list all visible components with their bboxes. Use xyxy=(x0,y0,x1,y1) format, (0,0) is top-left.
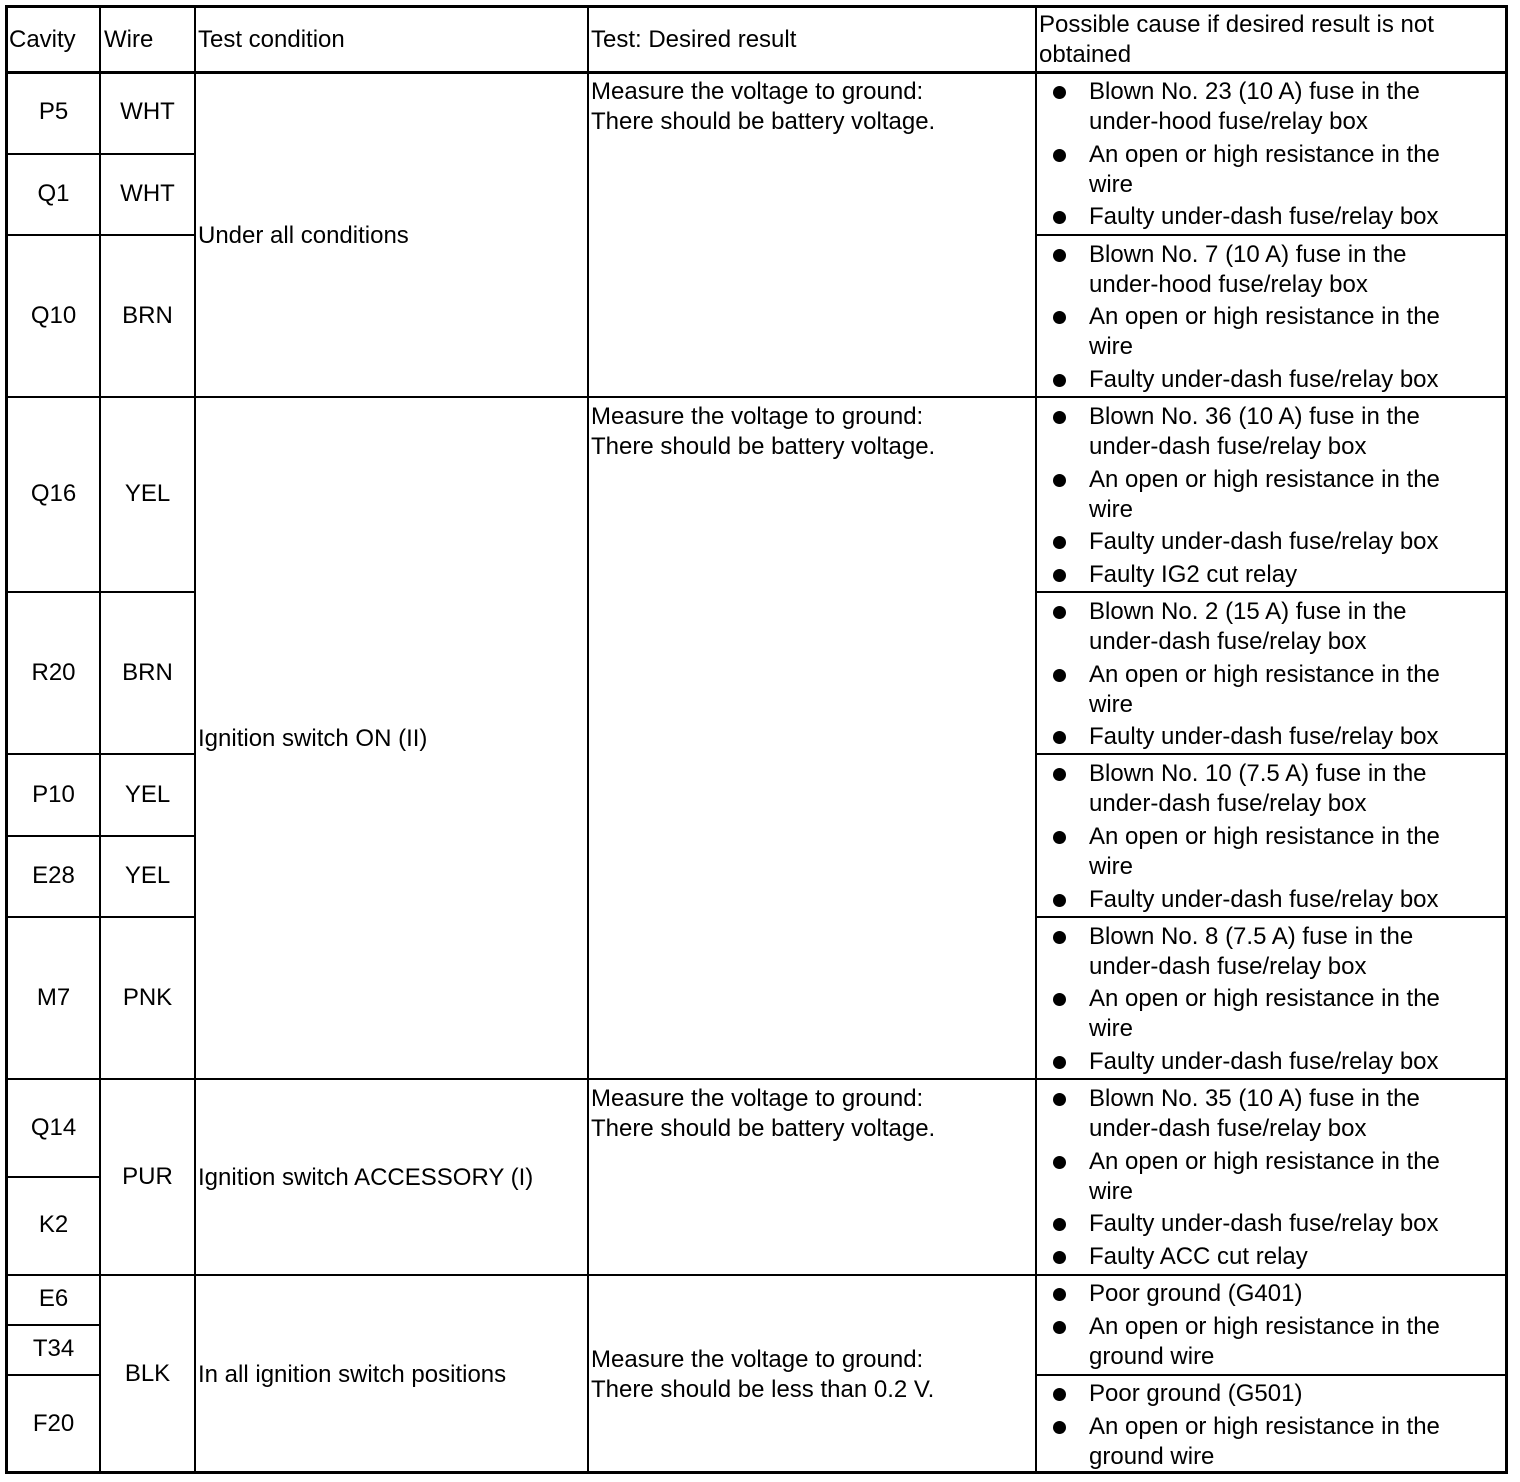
bullet-icon xyxy=(1053,1056,1066,1069)
cause-divider xyxy=(1035,753,1508,755)
cause-divider xyxy=(1035,1374,1508,1376)
cause-bullet: An open or high resistance in the wire xyxy=(1089,660,1440,720)
cause-bullet: Blown No. 23 (10 A) fuse in the under-hood fuse/relay box xyxy=(1089,77,1420,137)
row-divider xyxy=(5,1374,100,1376)
bullet-icon xyxy=(1053,1388,1066,1401)
result-cell: There should be battery voltage. xyxy=(591,1115,936,1142)
cavity-cell: P5 xyxy=(38,98,69,125)
cause-bullet: Faulty under-dash fuse/relay box xyxy=(1089,202,1439,232)
header-divider xyxy=(5,71,1508,74)
wire-cell: BRN xyxy=(122,302,173,329)
cause-bullet: Poor ground (G401) xyxy=(1089,1279,1302,1309)
cause-bullet: Blown No. 35 (10 A) fuse in the under-dash fuse/relay box xyxy=(1089,1084,1420,1144)
bullet-icon xyxy=(1053,569,1066,582)
table-border-top xyxy=(5,5,1508,8)
bullet-icon xyxy=(1053,993,1066,1006)
bullet-icon xyxy=(1053,731,1066,744)
result-cell: Measure the voltage to ground: xyxy=(591,78,924,105)
result-cell: Measure the voltage to ground: xyxy=(591,403,924,430)
wire-cell: WHT xyxy=(120,98,175,125)
cavity-cell: P10 xyxy=(32,781,75,808)
cause-bullet: Blown No. 10 (7.5 A) fuse in the under-dash fuse/relay box xyxy=(1089,759,1427,819)
header-wire: Wire xyxy=(104,26,154,53)
row-divider xyxy=(5,1324,100,1326)
cavity-cell: Q14 xyxy=(30,1114,77,1141)
cavity-cell: R20 xyxy=(31,659,76,686)
col-divider xyxy=(99,5,101,1473)
bullet-icon xyxy=(1053,86,1066,99)
wire-cell: PNK xyxy=(122,984,173,1011)
table-border-right xyxy=(1505,5,1508,1474)
cause-bullet: Poor ground (G501) xyxy=(1089,1379,1302,1409)
group-divider xyxy=(5,396,1508,398)
bullet-icon xyxy=(1053,606,1066,619)
cause-bullet: An open or high resistance in the wire xyxy=(1089,1147,1440,1207)
bullet-icon xyxy=(1053,1218,1066,1231)
cavity-cell: Q10 xyxy=(30,302,77,329)
cause-divider xyxy=(1035,234,1508,236)
cavity-cell: Q1 xyxy=(37,180,70,207)
bullet-icon xyxy=(1053,311,1066,324)
cause-bullet: Faulty under-dash fuse/relay box xyxy=(1089,527,1439,557)
bullet-icon xyxy=(1053,536,1066,549)
cause-bullet: Blown No. 7 (10 A) fuse in the under-hood fuse/relay box xyxy=(1089,240,1407,300)
cause-bullet: Blown No. 2 (15 A) fuse in the under-dash fuse/relay box xyxy=(1089,597,1407,657)
bullet-icon xyxy=(1053,374,1066,387)
row-divider xyxy=(5,153,195,155)
cause-bullet: An open or high resistance in the wire xyxy=(1089,465,1440,525)
group-divider xyxy=(5,1078,1508,1080)
bullet-icon xyxy=(1053,1421,1066,1434)
row-divider xyxy=(5,916,195,918)
result-cell: Measure the voltage to ground: xyxy=(591,1085,924,1112)
cause-bullet: Faulty under-dash fuse/relay box xyxy=(1089,1047,1439,1077)
bullet-icon xyxy=(1053,1251,1066,1264)
bullet-icon xyxy=(1053,1156,1066,1169)
wire-cell: PUR xyxy=(122,1163,173,1190)
cavity-cell: M7 xyxy=(36,984,71,1011)
wire-cell: BLK xyxy=(124,1360,171,1387)
cause-bullet: An open or high resistance in the wire xyxy=(1089,302,1440,362)
cause-divider xyxy=(1035,591,1508,593)
header-possible-cause: obtained xyxy=(1039,41,1132,68)
cause-bullet: Faulty under-dash fuse/relay box xyxy=(1089,1209,1439,1239)
wire-cell: YEL xyxy=(124,480,171,507)
wire-cell: YEL xyxy=(124,862,171,889)
cause-bullet: An open or high resistance in the wire xyxy=(1089,822,1440,882)
table-border-left xyxy=(5,5,8,1474)
cause-divider xyxy=(1035,916,1508,918)
bullet-icon xyxy=(1053,1288,1066,1301)
cavity-cell: E28 xyxy=(32,862,75,889)
bullet-icon xyxy=(1053,768,1066,781)
bullet-icon xyxy=(1053,1321,1066,1334)
result-cell: There should be battery voltage. xyxy=(591,108,936,135)
col-divider xyxy=(1035,5,1037,1473)
wire-cell: YEL xyxy=(124,781,171,808)
condition-cell: Under all conditions xyxy=(198,222,409,249)
bullet-icon xyxy=(1053,831,1066,844)
header-cavity: Cavity xyxy=(9,26,76,53)
bullet-icon xyxy=(1053,931,1066,944)
header-desired-result: Test: Desired result xyxy=(591,26,797,53)
bullet-icon xyxy=(1053,249,1066,262)
header-possible-cause: Possible cause if desired result is not xyxy=(1039,11,1434,38)
row-divider xyxy=(5,835,195,837)
cause-bullet: An open or high resistance in the wire xyxy=(1089,140,1440,200)
cause-bullet: Blown No. 36 (10 A) fuse in the under-dash fuse/relay box xyxy=(1089,402,1420,462)
bullet-icon xyxy=(1053,474,1066,487)
cause-bullet: An open or high resistance in the ground wire xyxy=(1089,1312,1440,1372)
bullet-icon xyxy=(1053,669,1066,682)
header-test-condition: Test condition xyxy=(198,26,345,53)
condition-cell: In all ignition switch positions xyxy=(198,1361,507,1388)
cause-bullet: Faulty under-dash fuse/relay box xyxy=(1089,365,1439,395)
cavity-cell: T34 xyxy=(32,1335,75,1362)
bullet-icon xyxy=(1053,894,1066,907)
bullet-icon xyxy=(1053,411,1066,424)
cause-bullet: Faulty IG2 cut relay xyxy=(1089,560,1297,590)
cavity-cell: F20 xyxy=(32,1410,75,1437)
result-cell: There should be battery voltage. xyxy=(591,433,936,460)
condition-cell: Ignition switch ON (II) xyxy=(198,725,428,752)
cause-bullet: Faulty under-dash fuse/relay box xyxy=(1089,885,1439,915)
result-cell: Measure the voltage to ground: xyxy=(591,1346,924,1373)
cause-bullet: Blown No. 8 (7.5 A) fuse in the under-dash fuse/relay box xyxy=(1089,922,1413,982)
row-divider xyxy=(5,234,195,236)
bullet-icon xyxy=(1053,1093,1066,1106)
cavity-cell: K2 xyxy=(38,1211,69,1238)
row-divider xyxy=(5,591,195,593)
wire-cell: WHT xyxy=(120,180,175,207)
bullet-icon xyxy=(1053,211,1066,224)
cause-bullet: Faulty under-dash fuse/relay box xyxy=(1089,722,1439,752)
result-cell: There should be less than 0.2 V. xyxy=(591,1376,935,1403)
cause-bullet: An open or high resistance in the wire xyxy=(1089,984,1440,1044)
wire-cell: BRN xyxy=(122,659,173,686)
cavity-cell: Q16 xyxy=(30,480,77,507)
col-divider xyxy=(587,5,589,1473)
condition-cell: Ignition switch ACCESSORY (I) xyxy=(198,1164,534,1191)
cause-bullet: An open or high resistance in the ground wire xyxy=(1089,1412,1440,1472)
bullet-icon xyxy=(1053,149,1066,162)
group-divider xyxy=(5,1274,1508,1276)
col-divider xyxy=(194,5,196,1473)
cause-bullet: Faulty ACC cut relay xyxy=(1089,1242,1308,1272)
row-divider xyxy=(5,753,195,755)
cavity-cell: E6 xyxy=(38,1285,69,1312)
row-divider xyxy=(5,1176,100,1178)
